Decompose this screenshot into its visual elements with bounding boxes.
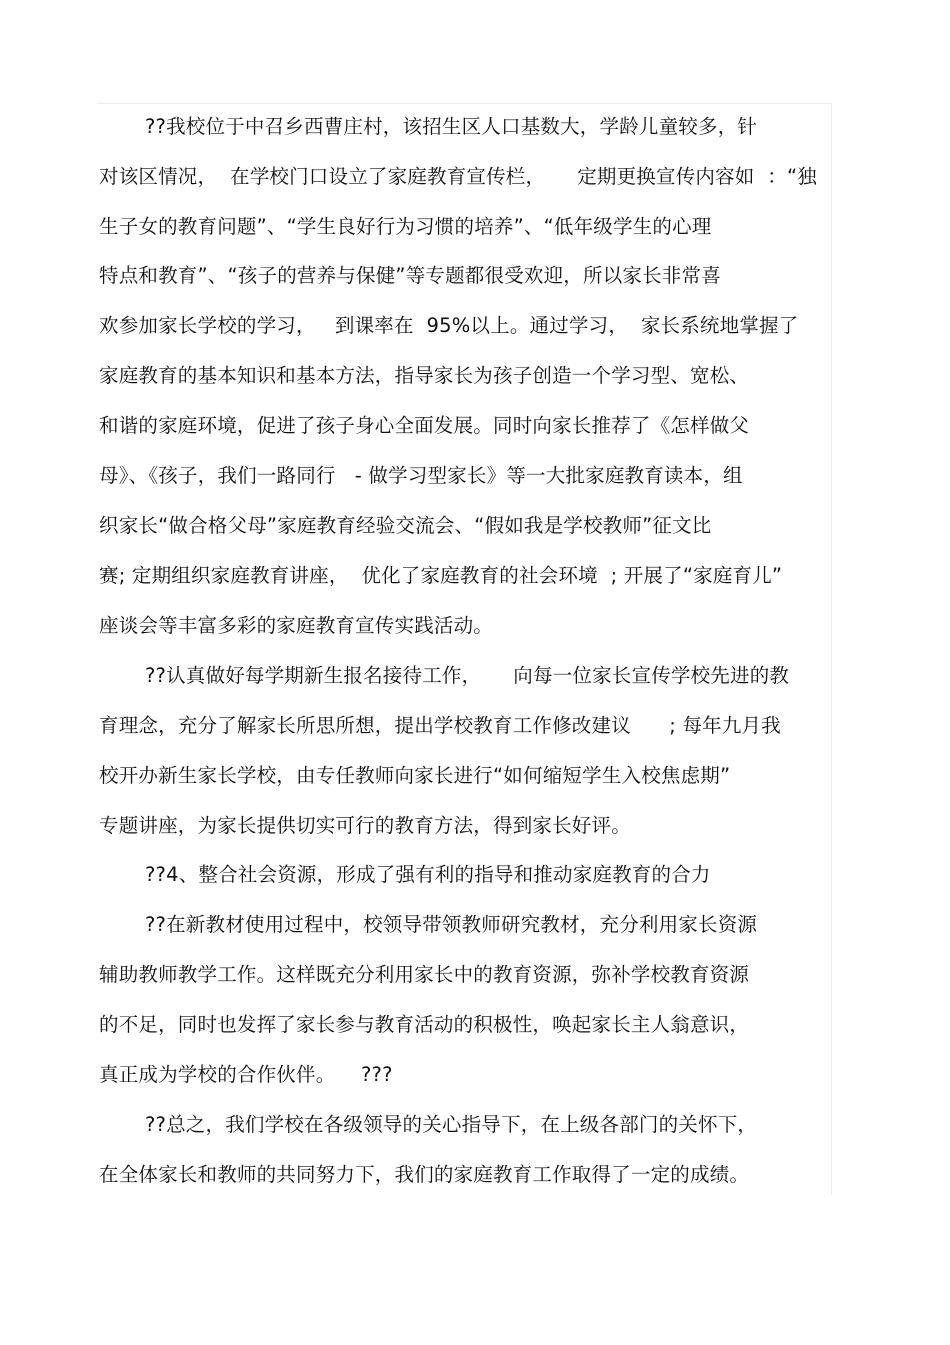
paragraph-1-line-6: 家庭教育的基本知识和基本方法，指导家长为孩子创造一个学习型、宽松、 <box>99 364 750 387</box>
paragraph-4-line-3: 的不足，同时也发挥了家长参与教育活动的积极性，唤起家长主人翁意识， <box>99 1013 750 1036</box>
paragraph-1-line-4: 特点和教育”、“孩子的营养与保健”等专题都很受欢迎，所以家长非常喜 <box>99 264 721 287</box>
paragraph-5-line-1: ??总之，我们学校在各级领导的关心指导下，在上级各部门的关怀下， <box>145 1113 758 1136</box>
paragraph-1-line-2: 对该区情况， 在学校门口设立了家庭教育宣传栏， 定期更换宣传内容如 ：“独 <box>99 165 817 188</box>
paragraph-1-line-9: 织家长“做合格父母”家庭教育经验交流会、“假如我是学校教师”征文比 <box>99 514 712 537</box>
paragraph-1-line-11: 座谈会等丰富多彩的家庭教育宣传实践活动。 <box>99 614 494 637</box>
paragraph-2-line-1: ??认真做好每学期新生报名接待工作， 向每一位家长宣传学校先进的教 <box>145 664 790 687</box>
paragraph-1-line-1: ??我校位于中召乡西曹庄村，该招生区人口基数大，学龄儿童较多，针 <box>145 115 758 138</box>
paragraph-1-line-3: 生子女的教育问题”、“学生良好行为习惯的培养”、“低年级学生的心理 <box>99 215 712 238</box>
section-heading-4: ??4、整合社会资源，形成了强有利的指导和推动家庭教育的合力 <box>145 863 711 886</box>
paragraph-4-line-1: ??在新教材使用过程中，校领导带领教师研究教材，充分利用家长资源 <box>145 913 758 936</box>
paragraph-2-line-4: 专题讲座，为家长提供切实可行的教育方法，得到家长好评。 <box>99 814 631 837</box>
paragraph-1-line-5: 欢参加家长学校的学习， 到课率在 95%以上。通过学习， 家长系统地掌握了 <box>99 314 799 337</box>
paragraph-4-line-4: 真正成为学校的合作伙伴。 ??? <box>99 1063 393 1086</box>
paragraph-1-line-8: 母》、《孩子，我们一路同行 - 做学习型家长》等一大批家庭教育读本，组 <box>99 464 743 487</box>
paragraph-2-line-3: 校开办新生家长学校，由专任教师向家长进行“如何缩短学生入校焦虑期” <box>99 764 731 787</box>
paragraph-2-line-2: 育理念，充分了解家长所思所想，提出学校教育工作修改建议 ; 每年九月我 <box>99 714 781 737</box>
paragraph-5-line-2: 在全体家长和教师的共同努力下，我们的家庭教育工作取得了一定的成绩。 <box>99 1163 750 1186</box>
paragraph-1-line-7: 和谐的家庭环境，促进了孩子身心全面发展。同时向家长推荐了《怎样做父 <box>99 414 750 437</box>
paragraph-4-line-2: 辅助教师教学工作。这样既充分利用家长中的教育资源，弥补学校教育资源 <box>99 963 750 986</box>
paragraph-1-line-10: 赛; 定期组织家庭教育讲座， 优化了家庭教育的社会环境 ; 开展了“家庭育儿” <box>99 564 783 587</box>
